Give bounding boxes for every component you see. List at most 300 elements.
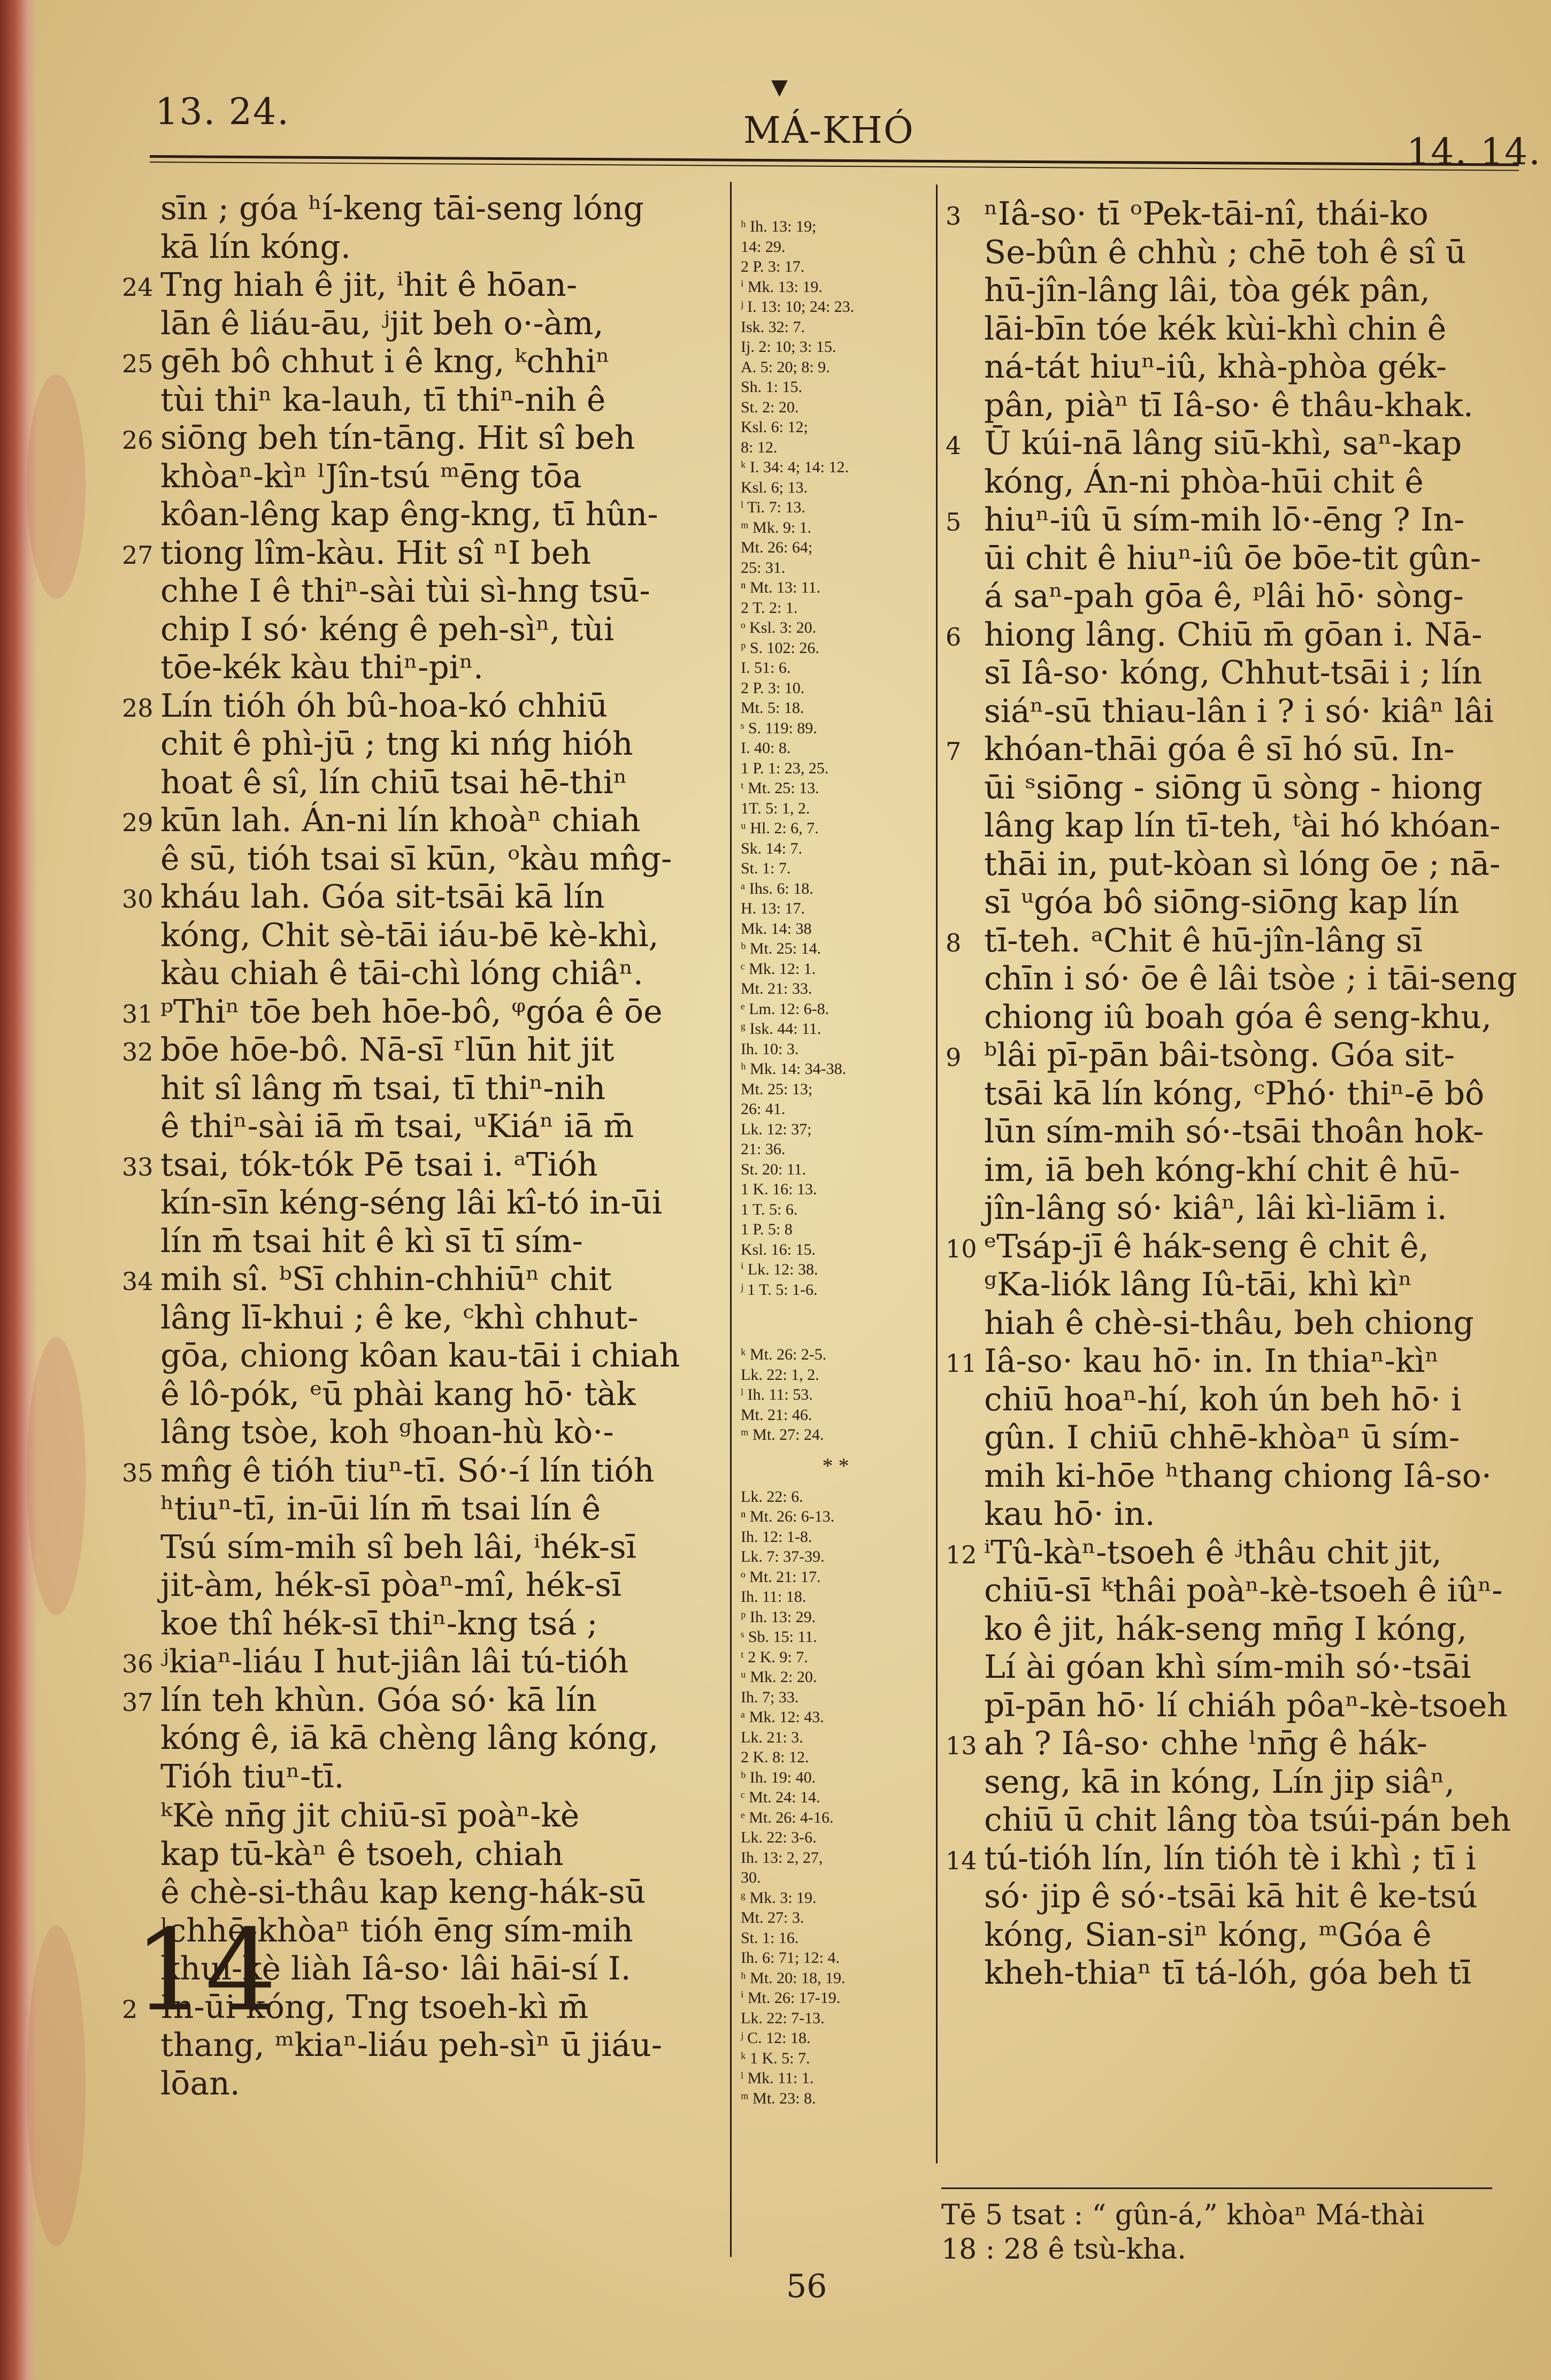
verse-line [160,1797,717,1836]
verse-number: 27 [122,540,153,570]
verse-line [946,195,1508,234]
cross-reference: ᶜ Mk. 12: 1. [741,959,816,978]
cross-reference: ᵗ Mt. 25: 13. [741,779,819,797]
verse-text: thang, ᵐkiaⁿ-liáu peh-sìⁿ ū jiáu- [160,2026,662,2064]
verse-text: pī-pān hō· lí chiáh pôaⁿ-kè-tsoeh [984,1686,1508,1724]
cross-reference: 2 P. 3: 10. [741,679,805,697]
cross-reference: ᵇ Ih. 19: 40. [741,1768,816,1786]
verse-line [984,1266,1508,1304]
verse-text: só· jip ê só·-tsāi kā hit ê ke-tsú [984,1878,1478,1915]
verse-line [160,2026,717,2065]
verse-text: lāi-bīn tóe kék kùi-khì chin ê [984,310,1447,348]
verse-number: 36 [122,1649,153,1678]
verse-line [984,1151,1508,1190]
verse-text: lín teh khùn. Góa só· kā lín [160,1681,597,1719]
chapter-text-block [122,1797,717,2103]
column-divider-right [936,185,938,2163]
cross-reference: ᵒ Mt. 21: 17. [741,1568,821,1586]
verse-number: 25 [122,349,153,378]
page-stain [27,374,86,599]
cross-reference: ᵏ I. 34: 4; 14: 12. [741,458,849,476]
verse-number: 30 [122,885,153,913]
verse-number: 37 [122,1687,153,1717]
verse-text: chit ê phì-jū ; tng ki nńg hióh [160,725,633,763]
cross-reference: ᵍ Mk. 3: 19. [741,1888,817,1907]
cross-reference: ⁱ Mk. 13: 19. [741,278,823,296]
verse-text: hiuⁿ-iû ū sím-mih lō·-ēng ? In- [984,501,1465,539]
verse-line [160,764,717,802]
verse-line [122,1031,717,1070]
header-right-reference: 14. 14. [1407,131,1541,173]
verse-line [984,1572,1508,1610]
page-stain [27,1337,86,1615]
verse-text: ʰtiuⁿ-tī, in-ūi lín m̄ tsai lín ê [160,1490,601,1527]
cross-reference: ⁱ Lk. 12: 38. [741,1261,818,1278]
cross-reference: 2 T. 2: 1. [741,598,798,617]
verse-text: mn̂g ê tióh tiuⁿ-tī. Só·-í lín tióh [160,1452,655,1490]
verse-text: jit-àm, hék-sī pòaⁿ-mî, hék-sī [160,1567,622,1604]
verse-line [984,884,1508,922]
verse-text: kóng, Án-ni phòa-hūi chit ê [984,463,1424,501]
verse-line [122,1146,717,1185]
verse-line [160,1874,717,1912]
verse-number: 10 [946,1234,977,1263]
verse-text: ⁿIâ-so· tī ᵒPek-tāi-nî, thái-ko [984,195,1429,233]
cross-reference: ˢ S. 119: 89. [741,719,817,737]
verse-text: hiong lâng. Chiū m̄ gōan i. Nā- [984,616,1483,654]
cross-reference: 1T. 5: 1, 2. [741,799,810,817]
verse-text: kheh-thiaⁿ tī tá-lóh, góa beh tī [984,1954,1472,1992]
cross-reference: ʲ I. 13: 10; 24: 23. [741,298,855,316]
verse-number: 28 [122,693,153,723]
verse-line [984,310,1508,349]
cross-reference: Mk. 14: 38 [741,919,812,938]
verse-text: Tióh tiuⁿ-tī. [160,1757,344,1795]
verse-line [946,1725,1508,1763]
cross-reference: ᵒ Ksl. 3: 20. [741,619,817,636]
verse-text: ᵖThiⁿ tōe beh hōe-bô, ᵠgóa ê ōe [160,993,663,1031]
verse-line [984,1648,1508,1687]
verse-line [946,731,1508,769]
verse-line [984,654,1508,693]
verse-line [160,1070,717,1108]
cross-reference: ˢ Sb. 15: 11. [741,1628,817,1646]
verse-text: In-ūi kóng, Tng tsoeh-kì m̄ [160,1988,589,2026]
verse-number: 26 [122,426,153,455]
cross-reference: ᵃ Ihs. 6: 18. [741,879,813,897]
reference-gap [741,1300,931,1345]
footnote-line: Tē 5 tsat : “ gûn-á,” khòaⁿ Má-thài [941,2199,1425,2231]
verse-line [984,1495,1508,1534]
cross-reference: Sk. 14: 7. [741,839,803,857]
cross-reference: Lk. 21: 3. [741,1728,803,1746]
cross-reference-column [741,217,931,2108]
verse-number: 3 [946,202,962,231]
verse-text: Iâ-so· kau hō· in. In thiaⁿ-kìⁿ [984,1342,1439,1380]
verse-text: kóng ê, iā kā chèng lâng kóng, [160,1719,659,1757]
verse-text: koe thî hék-sī thiⁿ-kng tsá ; [160,1604,598,1642]
verse-text: bōe hōe-bô. Nā-sī ʳlūn hit jit [160,1031,615,1069]
verse-line [984,1304,1508,1343]
verse-line [160,1529,717,1567]
verse-text: pân, piàⁿ tī Iâ-so· ê thâu-khak. [984,386,1473,424]
verse-number: 29 [122,808,153,837]
verse-text: tōe-kék kàu thiⁿ-piⁿ. [160,649,483,686]
cross-reference: Lk. 12: 37; [741,1120,812,1138]
verse-number: 11 [946,1349,977,1378]
cross-reference: St. 1: 7. [741,859,791,877]
verse-line [160,1337,717,1376]
cross-reference: Isk. 32: 7. [741,318,805,336]
verse-text: chiū-sī ᵏthâi poàⁿ-kè-tsoeh ê iûⁿ- [984,1572,1503,1609]
cross-reference: Ij. 2: 10; 3: 15. [741,338,836,356]
page-stain [27,1925,86,2246]
verse-line [122,993,717,1032]
footnote-rule [941,2187,1492,2189]
verse-line [122,1681,717,1720]
verse-text: lâng tsòe, koh ᵍhoan-hù kò·- [160,1414,614,1451]
verse-number: 32 [122,1038,153,1066]
verse-line [984,1916,1508,1955]
verse-line [984,1878,1508,1916]
verse-text: ⁱTû-kàⁿ-tsoeh ê ʲthâu chit jit, [984,1533,1442,1571]
cross-reference: Lk. 22: 7-13. [741,2009,825,2027]
header-rule [150,155,1519,166]
cross-reference: Mt. 21: 33. [741,980,812,997]
verse-text: kūn lah. Án-ni lín khoàⁿ chiah [160,802,641,839]
cross-reference: Lk. 22: 1, 2. [741,1365,819,1384]
cross-reference: Mt. 21: 46. [741,1406,812,1424]
cross-reference: 1 K. 16: 13. [741,1180,817,1198]
verse-line [946,1839,1508,1878]
verse-line [984,272,1508,310]
verse-text: jîn-lâng só· kiâⁿ, lâi kì-liām i. [984,1189,1447,1227]
verse-text: thāi in, put-kòan sì lóng ōe ; nā- [984,845,1501,883]
verse-line [160,381,717,420]
cross-reference: ᵉ Lm. 12: 6-8. [741,1000,830,1018]
verse-text: gōa, chiong kôan kau-tāi i chiah [160,1337,680,1375]
verse-line [122,1988,717,2027]
verse-text: kín-sīn kéng-séng lâi kî-tó in-ūi [160,1184,663,1222]
verse-line [984,578,1508,616]
cross-reference: ᵇ Mt. 25: 14. [741,940,821,957]
cross-reference: 1 T. 5: 6. [741,1200,798,1218]
verse-text: tú-tióh lín, lín tióh tè i khì ; tī i [984,1839,1476,1877]
verse-text: kā lín kóng. [160,228,351,266]
verse-line [160,190,717,228]
verse-text: ê chè-si-thâu kap keng-hák-sū [160,1874,646,1911]
verse-line [984,1381,1508,1419]
verse-line [160,1108,717,1146]
page-number: 56 [786,2268,827,2305]
verse-text: hū-jîn-lâng lâi, tòa gék pân, [984,272,1430,309]
verse-line [984,1954,1508,1993]
cross-reference: ᵗ 2 K. 9: 7. [741,1648,808,1666]
cross-reference: ᵘ Hl. 2: 6, 7. [741,819,819,837]
cross-reference: Ih. 13: 2, 27, [741,1848,823,1867]
cross-reference: Ih. 10: 3. [741,1040,799,1058]
verse-text: chhe I ê thiⁿ-sài tùi sì-hng tsū- [160,572,650,610]
verse-text: lōan. [160,2064,240,2102]
verse-line [160,917,717,955]
cross-reference: Mt. 5: 18. [741,699,804,717]
cross-reference: ʲ C. 12: 18. [741,2029,811,2047]
verse-line [984,1610,1508,1649]
header-book-title: MÁ-KHÓ [743,110,915,152]
verse-line [160,458,717,496]
header-mark: ▼ [771,75,788,99]
verse-line [984,1687,1508,1725]
cross-reference: ᵐ Mk. 9: 1. [741,518,812,536]
verse-text: ūi chit ê hiuⁿ-iû ōe bōe-tit gûn- [984,539,1481,577]
verse-line [160,2065,717,2103]
cross-reference: Ksl. 16: 15. [741,1240,816,1258]
verse-text: lūn sím-mih só·-tsāi thoân hok- [984,1113,1484,1150]
verse-line [984,463,1508,502]
verse-line [946,425,1508,463]
cross-reference: ᵘ Mk. 2: 20. [741,1668,817,1686]
verse-text: ˡchhē-khòaⁿ tióh ēng sím-mih [160,1911,633,1949]
verse-text: ê thiⁿ-sài iā m̄ tsai, ᵘKiáⁿ iā m̄ [160,1108,634,1145]
verse-text: chiū hoaⁿ-hí, koh ún beh hō· i [984,1380,1462,1418]
cross-reference: 21: 36. [741,1140,786,1158]
verse-text: khóan-thāi góa ê sī hó sū. In- [984,731,1455,768]
verse-text: ʲkiaⁿ-liáu I hut-jiân lâi tú-tióh [160,1643,629,1680]
cross-reference: Mt. 26: 64; [741,539,813,556]
cross-reference: ʲ 1 T. 5: 1-6. [741,1280,818,1299]
verse-text: siōng beh tín-tāng. Hit sî beh [160,419,635,457]
verse-number: 31 [122,999,153,1028]
verse-text: chiong iû boah góa ê seng-khu, [984,998,1492,1036]
verse-line [946,1342,1508,1381]
verse-line [984,1801,1511,1840]
verse-text: kóng, Chit sè-tāi iáu-bē kè-khì, [160,916,659,954]
verse-text: khòaⁿ-kìⁿ ˡJîn-tsú ᵐēng tōa [160,457,582,495]
verse-text: mih ki-hōe ʰthang chiong Iâ-so· [984,1457,1492,1495]
cross-reference: Lk. 22: 3-6. [741,1829,817,1846]
verse-text: siáⁿ-sū thiau-lân i ? i só· kiâⁿ lâi [984,692,1494,730]
verse-text: Tng hiah ê jit, ⁱhit ê hōan- [160,266,578,304]
cross-reference: Ksl. 6: 12; [741,418,808,436]
verse-line [160,1719,717,1758]
verse-text: ᵇlâi pī-pān bâi-tsòng. Góa sit- [984,1037,1455,1074]
cross-reference: A. 5: 20; 8: 9. [741,358,830,376]
verse-text: kôan-lêng kap êng-kng, tī hûn- [160,496,658,533]
cross-reference: ʰ Mk. 14: 34-38. [741,1060,847,1078]
verse-number: 14 [946,1846,977,1875]
verse-text: gēh bô chhut i ê kng, ᵏchhiⁿ [160,343,610,380]
cross-reference: 14: 29. [741,237,786,256]
column-divider-left [730,182,732,2257]
verse-text: chīn i só· ōe ê lâi tsòe ; i tāi-seng [984,960,1517,997]
verse-text: á saⁿ-pah gōa ê, ᵖlâi hō· sòng- [984,578,1464,615]
cross-reference: ᵖ S. 102: 26. [741,639,819,657]
verse-text: ná-tát hiuⁿ-iû, khà-phòa gék- [984,348,1447,386]
verse-line [160,1184,717,1223]
cross-reference: St. 1: 16. [741,1929,799,1947]
verse-line [122,687,717,726]
verse-text: hiah ê chè-si-thâu, beh chiong [984,1304,1474,1342]
verse-text: ko ê jit, hák-seng mn̄g I kóng, [984,1610,1467,1648]
verse-line [984,1189,1508,1228]
verse-line [160,1758,717,1796]
cross-reference: St. 20: 11. [741,1160,807,1178]
verse-text: gûn. I chiū chhē-khòaⁿ ū sím- [984,1419,1460,1456]
verse-line [984,1763,1508,1802]
verse-text: mih sî. ᵇSī chhin-chhiūⁿ chit [160,1261,612,1298]
verse-text: kháu lah. Góa sit-tsāi kā lín [160,878,605,916]
verse-text: lín m̄ tsai hit ê kì sī tī sím- [160,1222,583,1260]
verse-number: 5 [946,508,962,536]
verse-number: 4 [946,431,962,460]
verse-line [160,1414,717,1452]
verse-text: sīn ; góa ʰí-keng tāi-seng lóng [160,190,644,227]
verse-number: 34 [122,1267,153,1296]
cross-reference: Mt. 27: 3. [741,1909,804,1926]
verse-number: 24 [122,273,153,302]
verse-line [984,846,1508,884]
verse-text: kap tū-kàⁿ ê tsoeh, chiah [160,1835,564,1873]
verse-line [160,1912,717,1951]
cross-reference: Lk. 7: 37-39. [741,1548,825,1565]
cross-reference: ᵐ Mt. 23: 8. [741,2089,816,2107]
verse-line [122,266,717,305]
verse-text: ᵏKè nn̄g jit chiū-sī poàⁿ-kè [160,1797,580,1834]
verse-text: hit sî lâng m̄ tsai, tī thiⁿ-nih [160,1069,606,1107]
cross-reference: ⁿ Mt. 13: 11. [741,579,821,596]
verse-line [984,1113,1508,1151]
cross-reference: ⁿ Mt. 26: 6-13. [741,1508,835,1525]
verse-line [160,1223,717,1261]
cross-reference: ⁱ Mt. 26: 17-19. [741,1989,841,2007]
cross-reference: Ih. 11: 18. [741,1588,807,1606]
cross-reference: ᵐ Mt. 27: 24. [741,1426,824,1444]
cross-reference: Ih. 12: 1-8. [741,1527,812,1546]
verse-number: 7 [946,737,962,766]
cross-reference: ʰ Mt. 20: 18, 19. [741,1969,846,1987]
verse-line [984,1419,1508,1457]
verse-line [122,534,717,573]
verse-line [160,228,717,267]
verse-line [160,1950,717,1989]
footnote-line: 18 : 28 ê tsù-kha. [941,2233,1186,2266]
cross-reference: ᵖ Ih. 13: 29. [741,1608,816,1626]
verse-line [946,1227,1508,1266]
verse-text: khui-kè liàh Iâ-so· lâi hāi-sí I. [160,1950,631,1987]
verse-text: chip I só· kéng ê peh-sìⁿ, tùi [160,610,615,648]
verse-text: Se-bûn ê chhù ; chē toh ê sî ū [984,233,1466,271]
cross-reference: 1 P. 5: 8 [741,1220,793,1238]
verse-line [984,234,1508,272]
verse-text: lâng kap lín tī-teh, ᵗài hó khóan- [984,807,1501,844]
cross-reference: ˡ Mk. 11: 1. [741,2069,814,2087]
cross-reference: 1 P. 1: 23, 25. [741,759,829,777]
verse-text: tsai, tók-tók Pē tsai i. ᵃTióh [160,1146,598,1184]
verse-line [160,1836,717,1874]
verse-line [984,769,1508,808]
verse-line [122,1643,717,1682]
verse-line [160,1490,717,1529]
cross-reference: ᶜ Mt. 24: 14. [741,1788,820,1806]
verse-line [160,611,717,649]
verse-text: ê lô-pók, ᵉū phài kang hō· tàk [160,1375,636,1413]
verse-number: 8 [946,928,962,957]
header-left-reference: 13. 24. [155,91,290,133]
verse-text: Ū kúi-nā lâng siū-khì, saⁿ-kap [984,425,1462,462]
verse-text: Lí ài góan khì sím-mih só·-tsāi [984,1648,1471,1686]
chapter-number: 14 [134,1905,277,2036]
verse-text: kóng, Sian-siⁿ kóng, ᵐGóa ê [984,1916,1432,1954]
verse-text: ᵍKa-liók lâng Iû-tāi, khì kìⁿ [984,1266,1412,1303]
verse-line [946,922,1508,961]
verse-text: sī ᵘgóa bô siōng-siōng kap lín [984,884,1460,921]
verse-line [122,802,717,840]
verse-line [984,348,1508,387]
cross-reference: ʰ Ih. 13: 19; [741,218,817,235]
cross-reference: I. 51: 6. [741,659,791,677]
cross-reference: ˡ Ti. 7: 13. [741,498,805,516]
verse-line [984,960,1517,999]
cross-reference: St. 2: 20. [741,398,799,416]
verse-line [160,572,717,611]
cross-reference: ˡ Ih. 11: 53. [741,1386,813,1403]
cross-reference: 26: 41. [741,1100,786,1118]
left-text-column [122,190,717,1796]
verse-line [160,955,717,993]
verse-text: seng, kā in kóng, Lín jip siâⁿ, [984,1763,1455,1801]
verse-text: lâng lī-khui ; ê ke, ᶜkhì chhut- [160,1299,639,1337]
verse-text: ê sū, tióh tsai sī kūn, ᵒkàu mn̂g- [160,840,672,878]
verse-line [984,807,1508,846]
cross-reference: Lk. 22: 6. [741,1487,803,1506]
verse-text: ūi ˢsiōng - siōng ū sòng - hiong [984,769,1483,807]
verse-number: 9 [946,1043,962,1072]
verse-line [946,501,1508,540]
verse-line [984,999,1508,1037]
verse-line [160,649,717,687]
cross-reference: Sh. 1: 15. [741,378,803,396]
footnote [941,2198,1508,2267]
verse-text: kau hō· in. [984,1495,1155,1533]
verse-line [122,878,717,917]
verse-line [984,1457,1508,1496]
verse-text: kàu chiah ê tāi-chì lóng chiâⁿ. [160,955,643,992]
verse-line [160,1605,717,1644]
verse-line [160,1299,717,1338]
cross-reference: Ksl. 6; 13. [741,478,808,496]
cross-reference: Ih. 7; 33. [741,1688,799,1706]
verse-number: 12 [946,1540,977,1569]
verse-text: tùi thiⁿ ka-lauh, tī thiⁿ-nih ê [160,381,606,419]
cross-reference: Ih. 6: 71; 12: 4. [741,1949,840,1967]
verse-text: tiong lîm-kàu. Hit sî ⁿI beh [160,534,592,572]
cross-reference: 2 P. 3: 17. [741,258,805,275]
reference-separator: * * [822,1453,849,1478]
cross-reference: I. 40: 8. [741,739,791,757]
verse-line [946,616,1508,655]
verse-line [984,1075,1508,1114]
verse-text: lān ê liáu-āu, ʲjit beh o·-àm, [160,304,604,342]
verse-number: 35 [122,1458,153,1487]
verse-text: hoat ê sî, lín chiū tsai hē-thiⁿ [160,763,627,801]
cross-reference: ᵃ Mk. 12: 43. [741,1708,824,1726]
verse-number: 2 [122,1994,138,2024]
verse-line [160,725,717,764]
verse-line [160,840,717,879]
verse-text: im, iā beh kóng-khí chit ê hū- [984,1151,1460,1189]
cross-reference: 8: 12. [741,438,778,456]
verse-text: chiū ū chit lâng tòa tsúi-pán beh [984,1801,1511,1839]
